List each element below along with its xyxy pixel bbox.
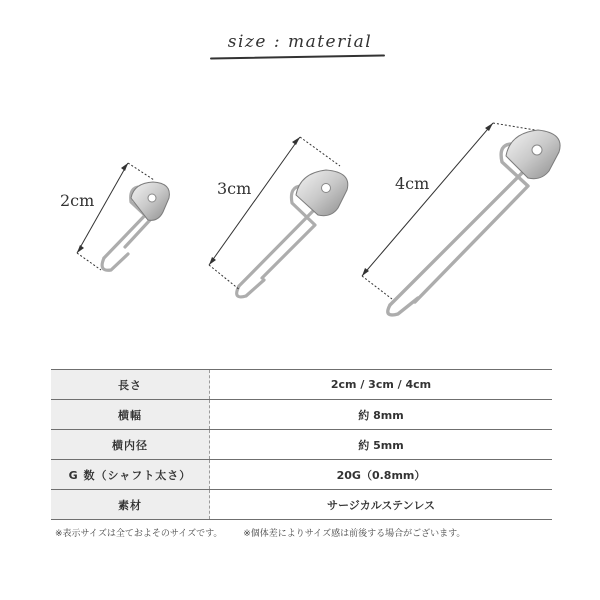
- spec-table: [51, 369, 552, 520]
- spec-value-inner-width: 約 5mm: [210, 430, 553, 460]
- safety-pin-4cm: [388, 130, 560, 315]
- spec-label-width: 横幅: [51, 400, 210, 430]
- safety-pin-3cm: [237, 170, 348, 297]
- spec-value-length: 2cm / 3cm / 4cm: [210, 370, 553, 400]
- note-display-size: ※表示サイズは全ておよそのサイズです。: [55, 529, 223, 539]
- spec-value-material: サージカルステンレス: [210, 490, 553, 520]
- table-row: [51, 460, 552, 490]
- safety-pin-2cm: [102, 182, 169, 270]
- spec-label-length: 長さ: [51, 370, 210, 400]
- size-label-4cm: 4cm: [395, 174, 430, 193]
- page-title: size : material: [227, 32, 373, 52]
- table-row: [51, 400, 552, 430]
- size-label-3cm: 3cm: [217, 179, 252, 198]
- spec-label-inner-width: 横内径: [51, 430, 210, 460]
- spec-label-gauge: G 数（シャフト太さ）: [51, 460, 210, 490]
- size-label-2cm: 2cm: [60, 191, 95, 210]
- table-row: [51, 490, 552, 520]
- table-row: [51, 430, 552, 460]
- table-row: [51, 370, 552, 400]
- note-individual-difference: ※個体差によりサイズ感は前後する場合がございます。: [243, 529, 466, 539]
- spec-value-width: 約 8mm: [210, 400, 553, 430]
- spec-value-gauge: 20G（0.8mm）: [210, 460, 553, 490]
- footnote: [55, 526, 555, 539]
- spec-label-material: 素材: [51, 490, 210, 520]
